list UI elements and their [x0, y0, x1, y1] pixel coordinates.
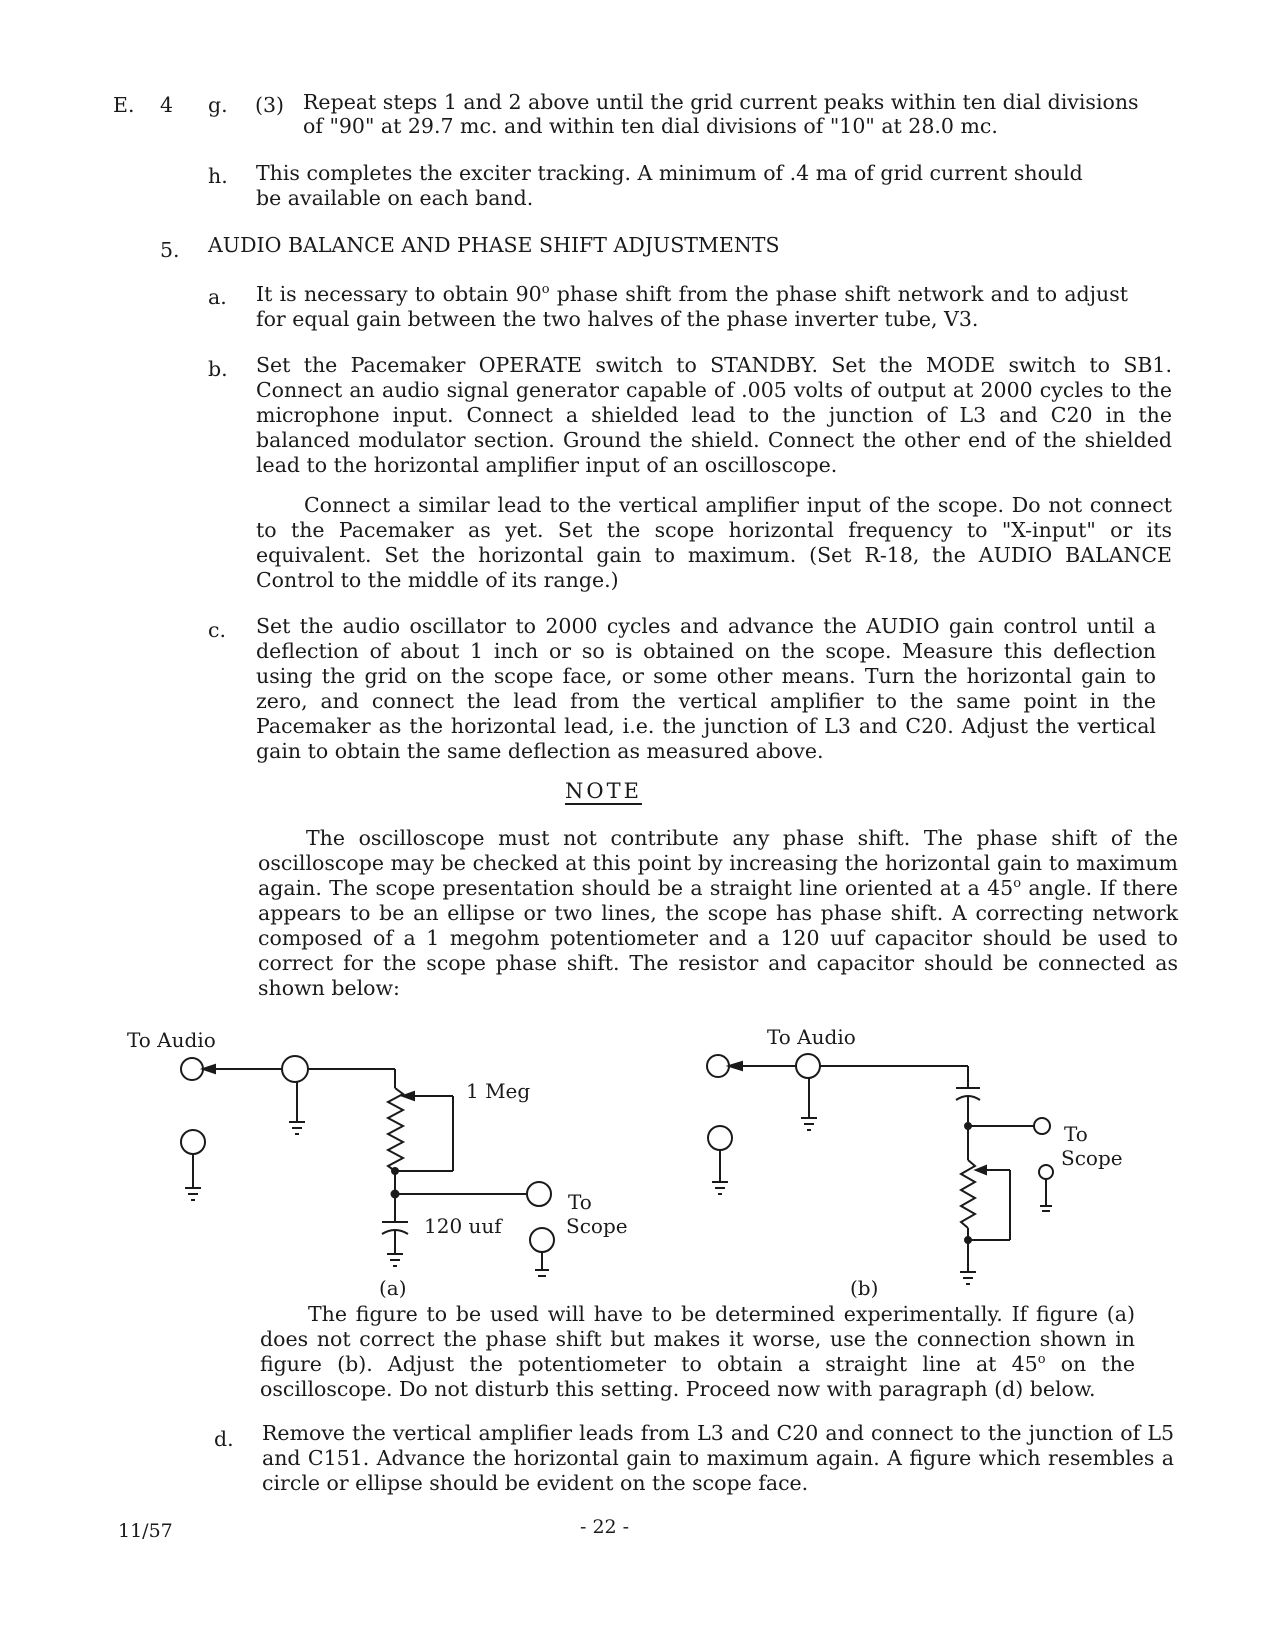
figA-scope-ground-jack: [530, 1228, 554, 1252]
para-c-label: c.: [208, 618, 226, 642]
figure-explanation: The figure to be used will have to be determined experimentally. If figure (a) does not correct the phase shift but makes it worse, use the connection shown in figure (b). Adjust the potentiometer to obtain a straight line at 45$^o$ on the oscilloscope. Do not disturb this setting. Proceed now with paragraph (d) below.: [260, 1302, 1135, 1401]
figA-potentiometer: [388, 1088, 403, 1171]
figA-caption: (a): [379, 1276, 407, 1300]
para-b-continued: Connect a similar lead to the vertical amplifier input of the scope. Do not connect to the Pacemaker as yet. Set the scope horizontal frequency to "X-input" or its equivalent. Set the horizontal gain to maximum. (Set R-18, the AUDIO BALANCE Control to the middle of its range.): [256, 493, 1172, 592]
figA-ground-jack: [181, 1130, 205, 1154]
figA-audio-jack: [181, 1058, 203, 1080]
figA-pot-label: 1 Meg: [466, 1079, 531, 1103]
step-h-label: h.: [208, 164, 228, 188]
figB-shield-connector: [796, 1054, 820, 1078]
figA-to-audio-label: To Audio: [127, 1028, 216, 1052]
para-b-label: b.: [208, 357, 228, 381]
para-b: Set the Pacemaker OPERATE switch to STANDBY. Set the MODE switch to SB1. Connect an audio signal generator capable of .005 volts of output at 2000 cycles to the microphone input. Connect a shielded lead to the junction of L3 and C20 in the balanced modulator section. Ground the shield. Connect the other end of the shielded lead to the horizontal amplifier input of an oscilloscope.: [256, 353, 1172, 477]
para-d-label: d.: [214, 1427, 234, 1451]
para-c: Set the audio oscillator to 2000 cycles and advance the AUDIO gain control until a deflection of about 1 inch or so is obtained on the scope. Measure this deflection using the grid on the scope face, or some other means. Turn the horizontal gain to zero, and connect the lead from the vertical amplifier to the same point in the Pacemaker as the horizontal lead, i.e. the junction of L3 and C20. Adjust the vertical gain to obtain the same deflection as measured above.: [256, 614, 1156, 763]
section-number: 5.: [160, 238, 180, 262]
para-a: It is necessary to obtain 90$^o$ phase shift from the phase shift network and to adjust for equal gain between the two halves of the phase inverter tube, V3.: [256, 282, 1128, 331]
note-heading: NOTE: [565, 779, 642, 803]
para-d: Remove the vertical amplifier leads from L3 and C20 and connect to the junction of L5 and C151. Advance the horizontal gain to maximum again. A figure which resembles a circle or ellipse should be evident on the scope face.: [262, 1421, 1174, 1495]
figB-ground-jack: [708, 1126, 732, 1150]
step-letter: g.: [208, 93, 228, 117]
step-h-line1: This completes the exciter tracking. A minimum of .4 ma of grid current should: [256, 161, 1083, 185]
figB-scope-jack: [1034, 1118, 1050, 1134]
section-label: E.: [113, 93, 135, 117]
figA-scope-label: Scope: [566, 1214, 628, 1238]
substep-text-line2: of "90" at 29.7 mc. and within ten dial divisions of "10" at 28.0 mc.: [303, 114, 998, 138]
substep-number: (3): [255, 93, 285, 117]
figB-potentiometer: [961, 1160, 975, 1228]
substep-text-line1: Repeat steps 1 and 2 above until the grid current peaks within ten dial divisions: [303, 90, 1139, 114]
figA-scope-jack: [527, 1182, 551, 1206]
figB-to-label: To: [1064, 1122, 1088, 1146]
footer-date: 11/57: [118, 1520, 173, 1542]
figB-scope-ground-jack: [1039, 1165, 1053, 1179]
note-text: The oscilloscope must not contribute any phase shift. The phase shift of the oscilloscope may be checked at this point by increasing the horizontal gain to maximum again. The scope presentation should be a straight line oriented at a 45$^o$ angle. If there appears to be an ellipse or two lines, the scope has phase shift. A correcting network composed of a 1 megohm potentiometer and a 120 uuf capacitor should be used to correct for the scope phase shift. The resistor and capacitor should be connected as shown below:: [258, 826, 1178, 1000]
figA-cap-label: 120 uuf: [424, 1214, 502, 1238]
page-number: - 22 -: [580, 1516, 630, 1538]
figA-to-label: To: [568, 1190, 592, 1214]
section-title: AUDIO BALANCE AND PHASE SHIFT ADJUSTMENTS: [208, 233, 780, 257]
figB-caption: (b): [850, 1276, 879, 1300]
para-a-label: a.: [208, 285, 227, 309]
figB-scope-label: Scope: [1061, 1146, 1123, 1170]
figB-to-audio-label: To Audio: [767, 1025, 856, 1049]
figA-shield-connector: [282, 1056, 308, 1082]
step-h-line2: be available on each band.: [256, 186, 534, 210]
step-number: 4: [160, 93, 174, 117]
figure-b-circuit: [707, 1054, 1053, 1284]
